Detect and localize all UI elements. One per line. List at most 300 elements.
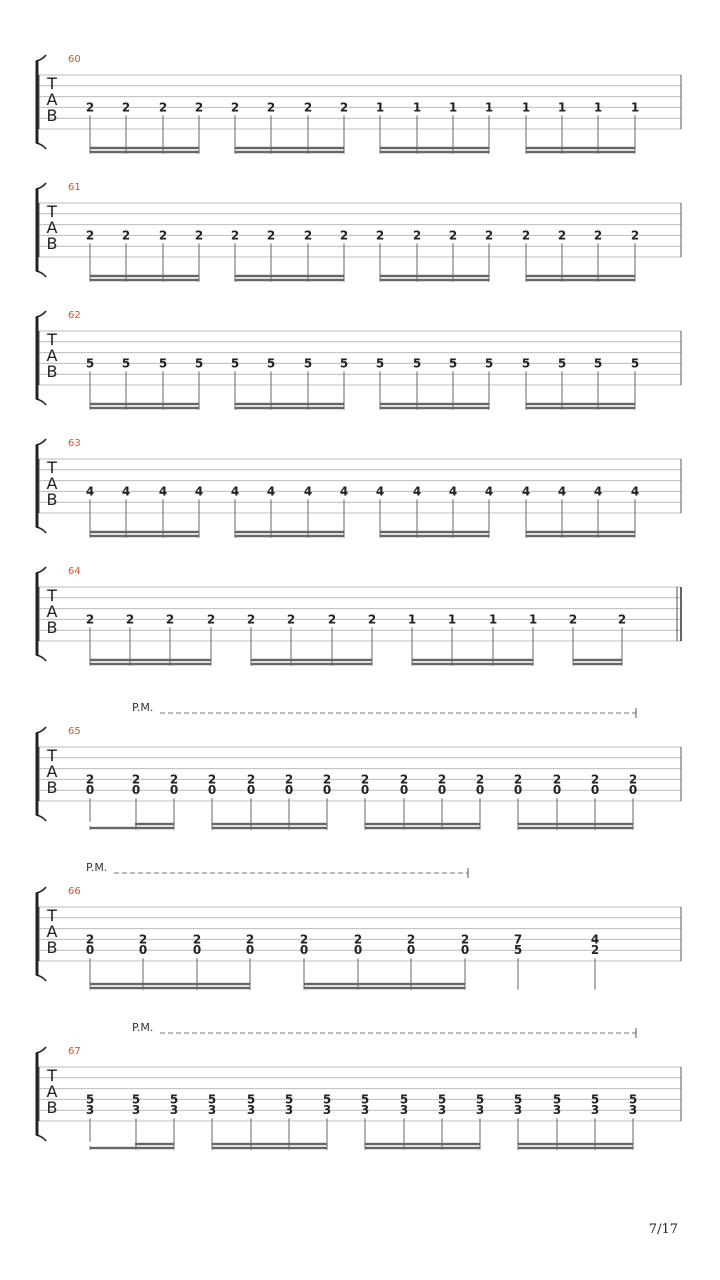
- fret-number: 1: [375, 100, 385, 115]
- fret-number: 5: [266, 356, 276, 371]
- note-beat: [159, 356, 167, 409]
- note-beat: [267, 228, 275, 281]
- note-beat: [159, 484, 167, 537]
- note-beat: [594, 100, 602, 153]
- fret-number: 0: [360, 783, 370, 798]
- fret-number: 3: [169, 1103, 179, 1118]
- bracket-top-curl: [36, 727, 46, 733]
- fret-number: 0: [513, 783, 523, 798]
- beam-gap: [89, 1142, 135, 1146]
- note-beat: [166, 612, 174, 665]
- fret-number: 1: [484, 100, 494, 115]
- fret-number: 2: [158, 100, 168, 115]
- note-beat: [304, 356, 312, 409]
- note-beat: [618, 612, 626, 665]
- fret-number: 5: [557, 356, 567, 371]
- fret-number: 2: [406, 932, 416, 947]
- note-beat: [413, 228, 421, 281]
- fret-number: 1: [407, 612, 417, 627]
- note-beat: [126, 612, 134, 665]
- tab-clef-letter: B: [46, 938, 58, 957]
- fret-number: 3: [475, 1103, 485, 1118]
- fret-number: 5: [448, 356, 458, 371]
- note-beat: [86, 100, 94, 153]
- fret-number: 5: [399, 1092, 409, 1107]
- fret-number: 2: [460, 932, 470, 947]
- fret-number: 2: [158, 228, 168, 243]
- tab-system-66: [36, 861, 681, 990]
- beam-primary: [235, 279, 344, 281]
- fret-number: 2: [568, 612, 578, 627]
- note-beat: [376, 100, 384, 153]
- fret-number: 5: [158, 356, 168, 371]
- bracket-bottom-curl: [36, 527, 46, 533]
- fret-number: 2: [521, 228, 531, 243]
- beam-primary: [90, 279, 199, 281]
- fret-number: 0: [460, 943, 470, 958]
- fret-number: 4: [590, 932, 600, 947]
- note-beat: [449, 228, 457, 281]
- fret-number: 2: [138, 932, 148, 947]
- fret-number: 5: [131, 1092, 141, 1107]
- note-beat: [368, 612, 376, 665]
- bracket-bottom-curl: [36, 399, 46, 405]
- fret-number: 0: [552, 783, 562, 798]
- fret-number: 1: [447, 612, 457, 627]
- note-beat: [304, 228, 312, 281]
- note-beat: [449, 484, 457, 537]
- beam-secondary: [412, 659, 533, 661]
- fret-number: 2: [207, 772, 217, 787]
- beam-primary: [235, 151, 344, 153]
- tab-clef-letter: B: [46, 490, 58, 509]
- beam-primary: [235, 407, 344, 409]
- beam-primary: [380, 535, 489, 537]
- tab-clef-letter: T: [47, 330, 57, 349]
- fret-number: 4: [521, 484, 531, 499]
- bracket-bottom-curl: [36, 975, 46, 981]
- tab-clef-letter: B: [46, 234, 58, 253]
- fret-number: 2: [169, 772, 179, 787]
- palm-mute-label: P.M.: [86, 861, 108, 874]
- note-beat: [86, 228, 94, 281]
- fret-number: 5: [207, 1092, 217, 1107]
- fret-number: 2: [303, 100, 313, 115]
- fret-number: 5: [521, 356, 531, 371]
- beam-primary: [304, 987, 465, 989]
- page-number: 7/17: [648, 1222, 678, 1237]
- note-beat: [594, 484, 602, 537]
- note-beat: [558, 100, 566, 153]
- fret-number: 2: [131, 772, 141, 787]
- note-beat: [558, 228, 566, 281]
- beam-primary: [90, 535, 199, 537]
- note-beat: [86, 484, 94, 537]
- fret-number: 5: [513, 943, 523, 958]
- note-beat: [485, 356, 493, 409]
- fret-number: 4: [266, 484, 276, 499]
- beam-secondary: [90, 275, 199, 277]
- note-beat: [122, 228, 130, 281]
- beam-primary: [212, 1147, 327, 1149]
- tab-clef-letter: A: [46, 602, 58, 621]
- beam-primary: [90, 151, 199, 153]
- tab-system-61: [36, 182, 681, 282]
- note-beat: [522, 228, 530, 281]
- tab-clef-letter: A: [46, 1082, 58, 1101]
- fret-number: 2: [245, 932, 255, 947]
- beam-secondary: [235, 531, 344, 533]
- fret-number: 0: [590, 783, 600, 798]
- palm-mute-label: P.M.: [132, 701, 154, 714]
- beam-primary: [518, 1147, 633, 1149]
- fret-number: 5: [593, 356, 603, 371]
- fret-number: 2: [206, 612, 216, 627]
- fret-number: 2: [628, 772, 638, 787]
- measure-number: 60: [68, 54, 81, 65]
- fret-number: 5: [552, 1092, 562, 1107]
- fret-number: 5: [339, 356, 349, 371]
- note-beat: [231, 356, 239, 409]
- fret-number: 2: [266, 228, 276, 243]
- fret-number: 0: [475, 783, 485, 798]
- note-beat: [340, 356, 348, 409]
- fret-number: 4: [339, 484, 349, 499]
- note-beat: [376, 356, 384, 409]
- beam-secondary: [251, 659, 372, 661]
- fret-number: 2: [412, 228, 422, 243]
- fret-number: 0: [299, 943, 309, 958]
- bracket-bottom-curl: [36, 271, 46, 277]
- fret-number: 5: [284, 1092, 294, 1107]
- fret-number: 5: [375, 356, 385, 371]
- beam-secondary: [235, 275, 344, 277]
- tab-clef-letter: A: [46, 346, 58, 365]
- note-beat: [207, 612, 215, 665]
- tab-system-65: [36, 701, 681, 830]
- beam-secondary: [235, 147, 344, 149]
- bracket-top-curl: [36, 567, 46, 573]
- fret-number: 2: [322, 772, 332, 787]
- tab-system-63: [36, 438, 681, 538]
- fret-number: 4: [194, 484, 204, 499]
- tab-clef-letter: A: [46, 922, 58, 941]
- beam-secondary: [90, 531, 199, 533]
- beam-secondary: [380, 147, 489, 149]
- measure-number: 63: [68, 438, 81, 449]
- note-beat: [631, 484, 639, 537]
- note-beat: [86, 356, 94, 409]
- tab-system-64: [36, 566, 681, 666]
- beam-secondary: [526, 531, 635, 533]
- note-beat: [159, 228, 167, 281]
- fret-number: 4: [158, 484, 168, 499]
- beam-primary: [526, 407, 635, 409]
- fret-number: 0: [628, 783, 638, 798]
- beam-secondary: [90, 659, 211, 661]
- note-beat: [522, 100, 530, 153]
- note-beat: [231, 484, 239, 537]
- note-beat: [529, 612, 537, 665]
- fret-number: 3: [131, 1103, 141, 1118]
- note-beat: [558, 356, 566, 409]
- note-beat: [448, 612, 456, 665]
- note-beat: [413, 484, 421, 537]
- note-beat: [594, 356, 602, 409]
- fret-number: 5: [475, 1092, 485, 1107]
- fret-number: 2: [630, 228, 640, 243]
- fret-number: 2: [367, 612, 377, 627]
- bracket-top-curl: [36, 183, 46, 189]
- fret-number: 2: [360, 772, 370, 787]
- note-beat: [328, 612, 336, 665]
- note-beat: [231, 100, 239, 153]
- fret-number: 5: [437, 1092, 447, 1107]
- beam-primary: [380, 279, 489, 281]
- note-beat: [122, 484, 130, 537]
- fret-number: 5: [121, 356, 131, 371]
- fret-number: 3: [399, 1103, 409, 1118]
- fret-number: 2: [552, 772, 562, 787]
- note-beat: [413, 356, 421, 409]
- beam-secondary: [518, 1143, 633, 1145]
- fret-number: 4: [303, 484, 313, 499]
- fret-number: 2: [353, 932, 363, 947]
- fret-number: 3: [322, 1103, 332, 1118]
- fret-number: 5: [412, 356, 422, 371]
- note-beat: [413, 100, 421, 153]
- note-beat: [569, 612, 577, 665]
- fret-number: 2: [85, 772, 95, 787]
- fret-number: 5: [246, 1092, 256, 1107]
- bracket-top-curl: [36, 1047, 46, 1053]
- note-beat: [195, 100, 203, 153]
- fret-number: 2: [230, 228, 240, 243]
- tab-clef-letter: B: [46, 778, 58, 797]
- fret-number: 3: [513, 1103, 523, 1118]
- fret-number: 0: [437, 783, 447, 798]
- tab-clef-letter: T: [47, 458, 57, 477]
- fret-number: 5: [230, 356, 240, 371]
- note-beat: [340, 484, 348, 537]
- fret-number: 3: [437, 1103, 447, 1118]
- beam-secondary: [212, 823, 327, 825]
- fret-number: 2: [303, 228, 313, 243]
- tab-clef-letter: T: [47, 906, 57, 925]
- measure-number: 61: [68, 182, 81, 193]
- fret-number: 2: [299, 932, 309, 947]
- bracket-bottom-curl: [36, 655, 46, 661]
- fret-number: 0: [399, 783, 409, 798]
- note-beat: [267, 484, 275, 537]
- fret-number: 3: [207, 1103, 217, 1118]
- bracket-bottom-curl: [36, 143, 46, 149]
- fret-number: 2: [590, 943, 600, 958]
- fret-number: 2: [125, 612, 135, 627]
- tab-system-62: [36, 310, 681, 410]
- beam-primary: [90, 827, 174, 829]
- note-beat: [449, 100, 457, 153]
- note-beat: [558, 484, 566, 537]
- note-beat: [287, 612, 295, 665]
- measure-number: 62: [68, 310, 81, 321]
- fret-number: 4: [557, 484, 567, 499]
- fret-number: 3: [284, 1103, 294, 1118]
- beam-primary: [251, 663, 372, 665]
- note-beat: [485, 484, 493, 537]
- fret-number: 0: [85, 783, 95, 798]
- note-beat: [340, 228, 348, 281]
- tab-clef-letter: T: [47, 746, 57, 765]
- fret-number: 0: [131, 783, 141, 798]
- note-beat: [408, 612, 416, 665]
- fret-number: 4: [121, 484, 131, 499]
- tab-clef-letter: B: [46, 1098, 58, 1117]
- note-beat: [449, 356, 457, 409]
- fret-number: 2: [286, 612, 296, 627]
- beam-secondary: [90, 983, 250, 985]
- note-beat: [631, 228, 639, 281]
- note-beat: [376, 228, 384, 281]
- note-beat: [594, 228, 602, 281]
- tab-clef-letter: T: [47, 1066, 57, 1085]
- fret-number: 2: [339, 228, 349, 243]
- fret-number: 2: [121, 228, 131, 243]
- beam-primary: [90, 663, 211, 665]
- note-beat: [159, 100, 167, 153]
- beam-primary: [526, 535, 635, 537]
- fret-number: 4: [230, 484, 240, 499]
- beam-primary: [573, 663, 622, 665]
- fret-number: 2: [327, 612, 337, 627]
- beam-secondary: [304, 983, 465, 985]
- beam-primary: [90, 1147, 174, 1149]
- fret-number: 2: [437, 772, 447, 787]
- tab-clef-letter: T: [47, 586, 57, 605]
- fret-number: 5: [630, 356, 640, 371]
- note-beat: [195, 356, 203, 409]
- fret-number: 0: [169, 783, 179, 798]
- fret-number: 5: [169, 1092, 179, 1107]
- beam-primary: [412, 663, 533, 665]
- tab-clef-letter: T: [47, 202, 57, 221]
- bracket-bottom-curl: [36, 815, 46, 821]
- note-beat: [522, 356, 530, 409]
- fret-number: 4: [375, 484, 385, 499]
- palm-mute-label: P.M.: [132, 1021, 154, 1034]
- measure-number: 66: [68, 886, 81, 897]
- tab-clef-letter: A: [46, 474, 58, 493]
- beam-secondary: [235, 403, 344, 405]
- beam-secondary: [526, 147, 635, 149]
- note-beat: [122, 100, 130, 153]
- fret-number: 2: [194, 228, 204, 243]
- tab-system-60: [36, 54, 681, 154]
- fret-number: 3: [360, 1103, 370, 1118]
- fret-number: 5: [513, 1092, 523, 1107]
- fret-number: 3: [552, 1103, 562, 1118]
- bracket-bottom-curl: [36, 1135, 46, 1141]
- beam-primary: [380, 151, 489, 153]
- bracket-top-curl: [36, 55, 46, 61]
- fret-number: 4: [85, 484, 95, 499]
- beam-secondary: [573, 659, 622, 661]
- beam-primary: [380, 407, 489, 409]
- note-beat: [247, 612, 255, 665]
- beam-primary: [526, 279, 635, 281]
- bracket-top-curl: [36, 887, 46, 893]
- note-beat: [195, 484, 203, 537]
- fret-number: 1: [412, 100, 422, 115]
- note-beat: [122, 356, 130, 409]
- measure-number: 67: [68, 1046, 81, 1057]
- fret-number: 5: [85, 1092, 95, 1107]
- fret-number: 3: [628, 1103, 638, 1118]
- tab-clef-letter: B: [46, 106, 58, 125]
- note-beat: [304, 484, 312, 537]
- fret-number: 2: [85, 612, 95, 627]
- beam-secondary: [365, 823, 480, 825]
- fret-number: 1: [488, 612, 498, 627]
- fret-number: 5: [322, 1092, 332, 1107]
- fret-number: 0: [85, 943, 95, 958]
- fret-number: 5: [85, 356, 95, 371]
- note-beat: [195, 228, 203, 281]
- beam-secondary: [212, 1143, 327, 1145]
- fret-number: 2: [165, 612, 175, 627]
- note-beat: [376, 484, 384, 537]
- fret-number: 2: [230, 100, 240, 115]
- fret-number: 5: [628, 1092, 638, 1107]
- fret-number: 4: [630, 484, 640, 499]
- fret-number: 0: [192, 943, 202, 958]
- fret-number: 4: [448, 484, 458, 499]
- fret-number: 7: [513, 932, 523, 947]
- note-beat: [522, 484, 530, 537]
- fret-number: 1: [528, 612, 538, 627]
- beam-primary: [90, 987, 250, 989]
- note-beat: [86, 612, 94, 665]
- tab-clef-letter: A: [46, 218, 58, 237]
- fret-number: 4: [593, 484, 603, 499]
- beam-secondary: [380, 275, 489, 277]
- fret-number: 1: [521, 100, 531, 115]
- note-beat: [231, 228, 239, 281]
- fret-number: 1: [557, 100, 567, 115]
- note-beat: [485, 228, 493, 281]
- note-beat: [489, 612, 497, 665]
- fret-number: 0: [322, 783, 332, 798]
- fret-number: 2: [85, 228, 95, 243]
- note-beat: [304, 100, 312, 153]
- note-beat: [267, 356, 275, 409]
- measure-number: 65: [68, 726, 81, 737]
- bracket-top-curl: [36, 311, 46, 317]
- fret-number: 0: [406, 943, 416, 958]
- fret-number: 2: [448, 228, 458, 243]
- fret-number: 5: [484, 356, 494, 371]
- fret-number: 2: [192, 932, 202, 947]
- tab-clef-letter: A: [46, 762, 58, 781]
- fret-number: 2: [246, 772, 256, 787]
- beam-primary: [526, 151, 635, 153]
- beam-secondary: [90, 403, 199, 405]
- beam-primary: [365, 1147, 480, 1149]
- fret-number: 2: [593, 228, 603, 243]
- fret-number: 2: [339, 100, 349, 115]
- fret-number: 0: [353, 943, 363, 958]
- fret-number: 0: [138, 943, 148, 958]
